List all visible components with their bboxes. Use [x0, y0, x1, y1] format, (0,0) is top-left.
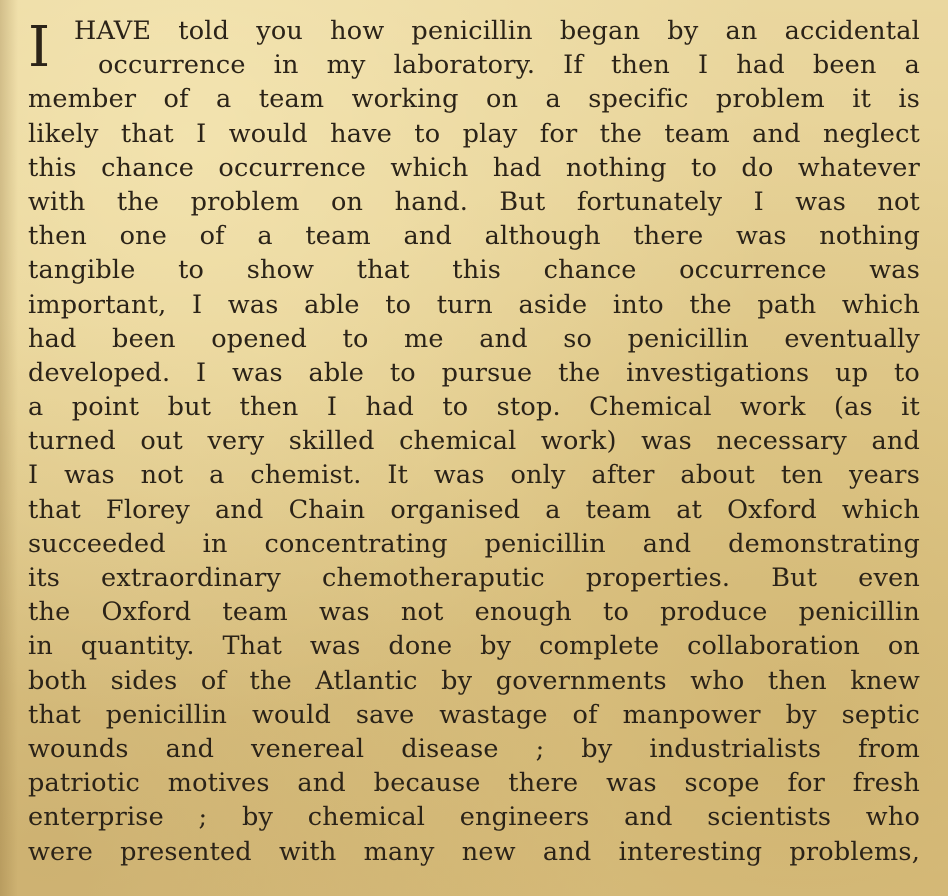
text-line-11: developed. I was able to pursue the investigations up to — [28, 357, 920, 388]
text-line-22: wounds and venereal disease ; by industrialists from — [28, 733, 920, 764]
text-line-3: member of a team working on a specific problem it is — [28, 84, 920, 115]
text-line-14: I was not a chemist. It was only after about ten years — [28, 460, 920, 491]
text-line-17: its extraordinary chemotheraputic properties. But even — [28, 563, 920, 593]
text-line-23: patriotic motives and because there was scope for fresh — [28, 768, 920, 799]
text-line-8: tangible to show that this chance occurrence was — [28, 255, 920, 286]
text-line-18: the Oxford team was not enough to produce penicillin — [28, 597, 920, 628]
text-line-7: then one of a team and although there was nothing — [28, 221, 920, 252]
text-line-2: occurrence in my laboratory. If then I had been a — [98, 50, 920, 81]
text-line-16: succeeded in concentrating penicillin and demonstrating — [28, 528, 920, 559]
text-line-10: had been opened to me and so penicillin eventually — [28, 323, 920, 354]
text-line-12: a point but then I had to stop. Chemical work (as it — [28, 392, 920, 423]
text-line-13: turned out very skilled chemical work) was necessary and — [28, 426, 920, 457]
text-line-24: enterprise ; by chemical engineers and scientists who — [28, 802, 920, 833]
text-line-6: with the problem on hand. But fortunately I was not — [28, 186, 920, 217]
text-line-15: that Florey and Chain organised a team at Oxford which — [28, 494, 920, 525]
drop-cap: I — [28, 15, 51, 80]
text-line-25: were presented with many new and interesting problems, — [28, 836, 920, 867]
text-line-21: that penicillin would save wastage of manpower by septic — [28, 699, 920, 730]
text-line-19: in quantity. That was done by complete collaboration on — [28, 631, 920, 662]
text-line-1: HAVE told you how penicillin began by an accidental — [74, 16, 920, 46]
text-line-20: both sides of the Atlantic by governments who then knew — [28, 665, 920, 696]
article-body — [28, 14, 920, 869]
text-line-9: important, I was able to turn aside into the path which — [28, 289, 920, 320]
text-line-5: this chance occurrence which had nothing to do whatever — [28, 152, 920, 183]
text-line-4: likely that I would have to play for the team and neglect — [28, 118, 920, 149]
paper-edge-shadow — [0, 0, 18, 896]
